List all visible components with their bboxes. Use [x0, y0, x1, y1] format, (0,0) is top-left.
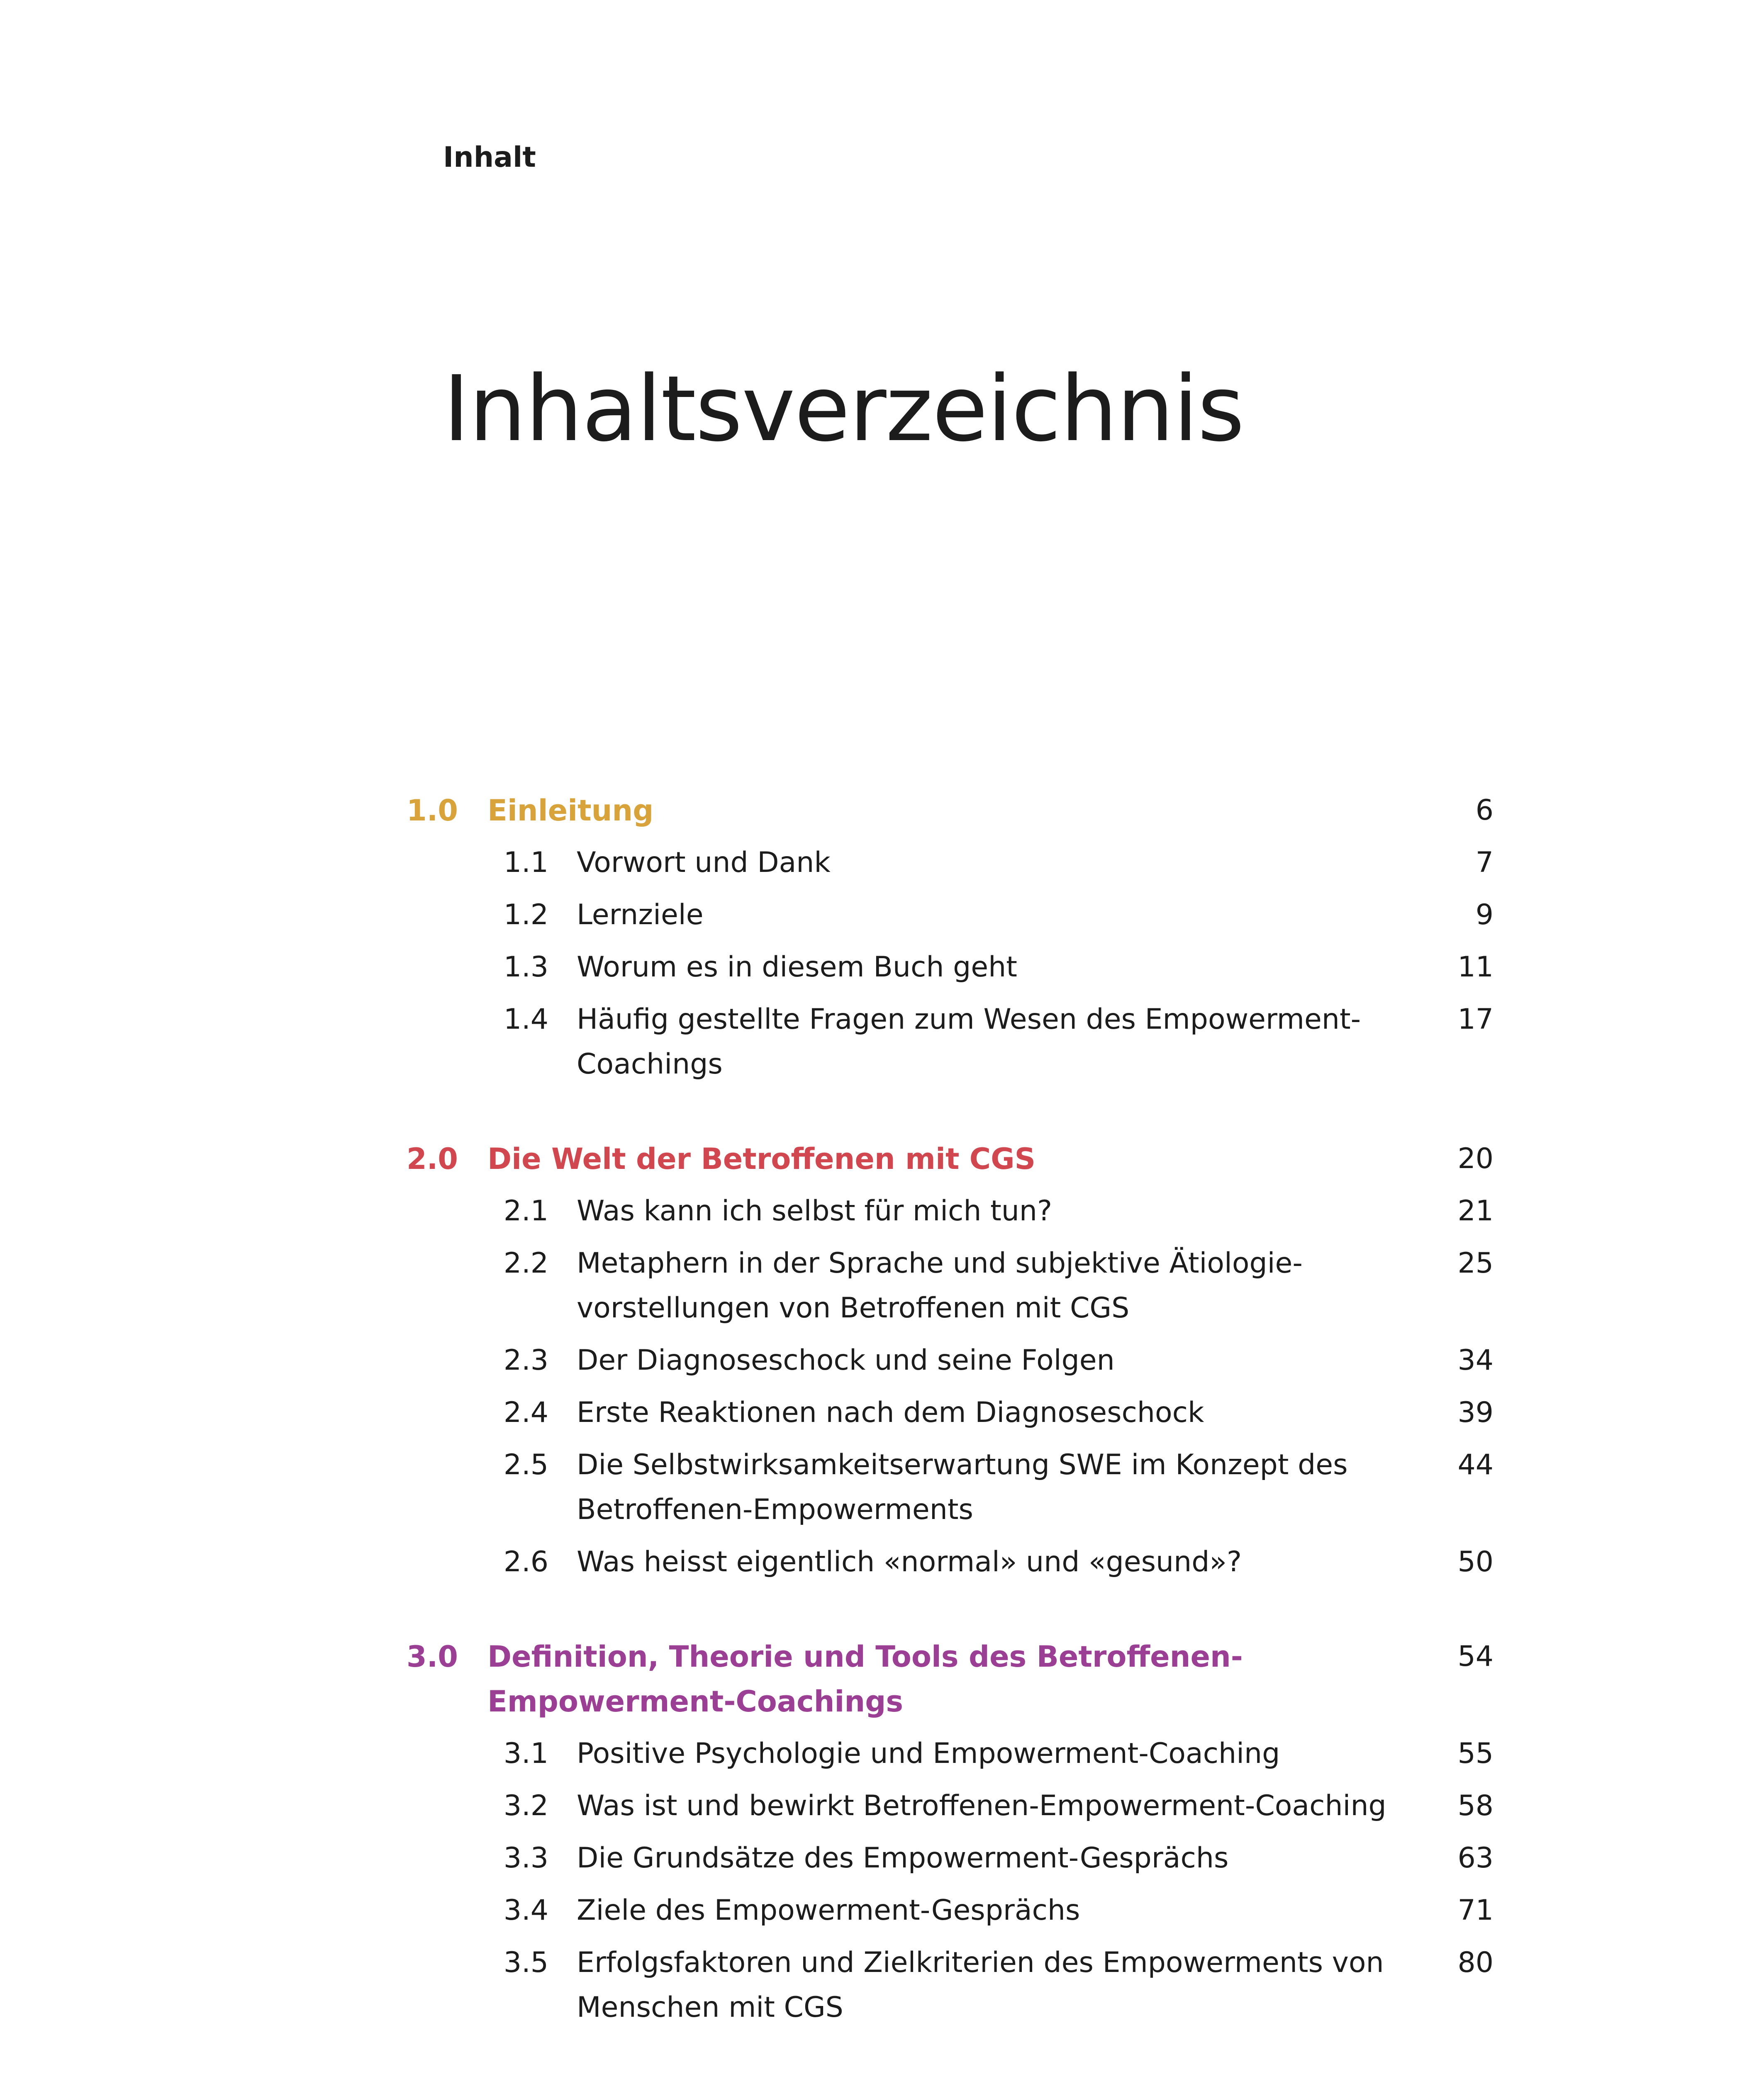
toc-page-number: 71 [1457, 1894, 1494, 1927]
toc-entry-number: 3.2 [503, 1789, 548, 1822]
toc-entry-row[interactable] [407, 1888, 1494, 1933]
toc-chapter-title: Definition, Theorie und Tools des Betroffenen-Empowerment-Coachings [487, 1640, 1243, 1719]
toc-entry-title: Was ist und bewirkt Betroffenen-Empowerment-Coaching [577, 1789, 1386, 1822]
toc-entry-number: 3.5 [503, 1946, 548, 1979]
toc-chapter-number: 2.0 [407, 1142, 458, 1176]
toc-page-number: 55 [1457, 1737, 1494, 1770]
toc-chapter-row[interactable] [407, 1634, 1494, 1724]
toc-entry-number: 3.3 [503, 1842, 548, 1874]
toc-entry-title: Häufig gestellte Fragen zum Wesen des Empowerment-Coachings [577, 1003, 1361, 1081]
toc-page-number: 9 [1475, 898, 1494, 931]
toc-entry-title: Der Diagnoseschock und seine Folgen [577, 1344, 1115, 1377]
toc-entry-row[interactable] [407, 1443, 1494, 1532]
toc-entry-title: Ziele des Empowerment-Gesprächs [577, 1894, 1080, 1927]
toc-page-number: 44 [1457, 1448, 1494, 1481]
running-head: Inhalt [443, 141, 536, 174]
toc-entry-row[interactable] [407, 1784, 1494, 1828]
toc-entry-number: 1.4 [503, 1003, 548, 1036]
toc-page-number: 25 [1457, 1247, 1494, 1280]
toc-page-number: 7 [1475, 846, 1494, 879]
toc-entry-row[interactable] [407, 1731, 1494, 1776]
toc-entry-title: Was heisst eigentlich «normal» und «gesund»? [577, 1546, 1242, 1578]
toc-entry-number: 2.5 [503, 1448, 548, 1481]
toc-entry-title: Lernziele [577, 898, 704, 931]
toc-entry-row[interactable] [407, 1836, 1494, 1881]
toc-page-number: 54 [1457, 1640, 1494, 1673]
toc-chapter-number: 3.0 [407, 1640, 458, 1674]
toc-page-number: 63 [1457, 1842, 1494, 1874]
toc-chapter-row[interactable] [407, 1137, 1494, 1181]
toc-entry-row[interactable] [407, 1189, 1494, 1234]
toc-entry-row[interactable] [407, 1540, 1494, 1585]
toc-entry-title: Positive Psychologie und Empowerment-Coaching [577, 1737, 1280, 1770]
toc-entry-title: Vorwort und Dank [577, 846, 831, 879]
page-title: Inhaltsverzeichnis [443, 357, 1244, 462]
toc-entry-number: 3.1 [503, 1737, 548, 1770]
toc-page-number: 21 [1457, 1195, 1494, 1227]
toc-page-number: 20 [1457, 1142, 1494, 1175]
toc-entry-number: 2.2 [503, 1247, 548, 1280]
toc-page-number: 11 [1457, 951, 1494, 983]
toc-page-number: 34 [1457, 1344, 1494, 1377]
toc-page-number: 80 [1457, 1946, 1494, 1979]
toc-chapter [407, 1634, 1494, 2030]
toc-chapter-title: Einleitung [487, 794, 654, 828]
toc-entry-row[interactable] [407, 1940, 1494, 2030]
toc-entry-number: 2.4 [503, 1396, 548, 1429]
toc-page-number: 50 [1457, 1546, 1494, 1578]
toc-entry-title: Die Grundsätze des Empowerment-Gesprächs [577, 1842, 1229, 1874]
toc-entry-row[interactable] [407, 893, 1494, 937]
toc-chapter-number: 1.0 [407, 794, 458, 828]
toc-entry-row[interactable] [407, 840, 1494, 885]
toc-entry-title: Erfolgsfaktoren und Zielkriterien des Empowerments von Menschen mit CGS [577, 1946, 1384, 2024]
toc-entry-row[interactable] [407, 1241, 1494, 1331]
toc-entry-row[interactable] [407, 1390, 1494, 1435]
toc-entry-number: 1.2 [503, 898, 548, 931]
toc-entry-row[interactable] [407, 945, 1494, 990]
toc-chapter [407, 788, 1494, 1087]
toc-entry-row[interactable] [407, 997, 1494, 1087]
toc-chapter-title: Die Welt der Betroffenen mit CGS [487, 1142, 1036, 1176]
toc-entry-title: Metaphern in der Sprache und subjektive Ätiologievorstellungen von Betroffenen mit CGS [577, 1247, 1303, 1324]
toc-entry-number: 3.4 [503, 1894, 548, 1927]
toc-entry-title: Die Selbstwirksamkeitserwartung SWE im Konzept des Betroffenen-Empowerments [577, 1448, 1348, 1526]
toc-entry-number: 1.3 [503, 951, 548, 983]
toc-entry-number: 2.6 [503, 1546, 548, 1578]
toc-page-number: 39 [1457, 1396, 1494, 1429]
toc-entry-number: 2.3 [503, 1344, 548, 1377]
toc-entry-row[interactable] [407, 1338, 1494, 1383]
table-of-contents [407, 788, 1494, 2074]
toc-page-number: 6 [1475, 794, 1494, 827]
toc-chapter [407, 1137, 1494, 1585]
toc-entry-number: 2.1 [503, 1195, 548, 1227]
toc-entry-title: Erste Reaktionen nach dem Diagnoseschock [577, 1396, 1204, 1429]
toc-page-number: 17 [1457, 1003, 1494, 1036]
toc-chapter-row[interactable] [407, 788, 1494, 833]
toc-entry-title: Was kann ich selbst für mich tun? [577, 1195, 1053, 1227]
toc-entry-number: 1.1 [503, 846, 548, 879]
toc-entry-title: Worum es in diesem Buch geht [577, 951, 1017, 983]
toc-page-number: 58 [1457, 1789, 1494, 1822]
